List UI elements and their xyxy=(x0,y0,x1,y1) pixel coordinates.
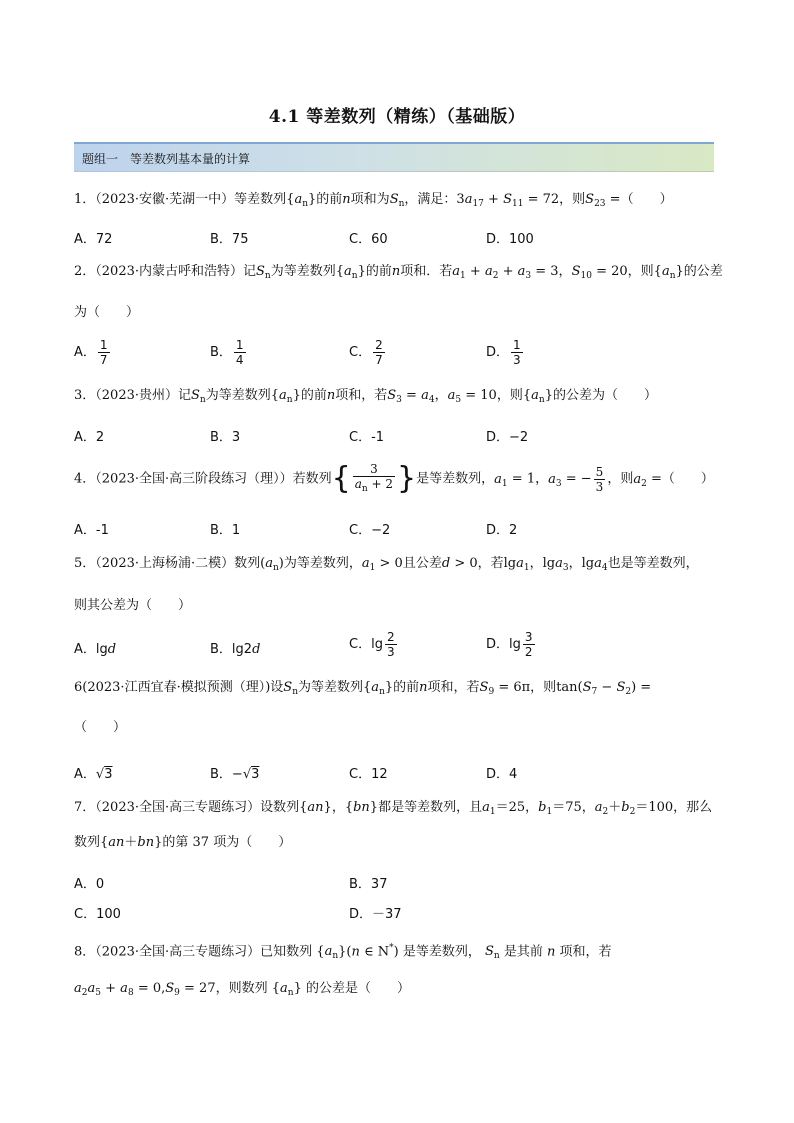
option-d: D． $\frac{1}{3}$ xyxy=(486,338,521,367)
question-2-line2: 为（ ） xyxy=(74,305,140,320)
page-title: 4.1 等差数列（精练）（基础版） xyxy=(268,107,526,127)
option-b: B． $\frac{1}{4}$ xyxy=(210,338,244,367)
option-d: D．－37 xyxy=(349,907,402,922)
question-6-line2: （ ） xyxy=(74,720,127,735)
option-c: C．lg $\frac{2}{3}$ xyxy=(349,630,395,659)
question-5-line2: 则其公差为（ ） xyxy=(74,598,192,613)
section-header xyxy=(74,142,714,172)
question-3: 3．（2023·贵州）记$S_n$为等差数列$\{a_n\}$的前n项和，若$S_3 = a_4$，$a_5 = 10$，则$\{a_n\}$的公差为（ ） xyxy=(74,388,657,405)
option-c: C．-1 xyxy=(349,430,385,445)
question-2: 2．（2023·内蒙古呼和浩特）记$S_n$为等差数列$\{a_n\}$的前n项和．若$a_1 + a_2 + a_3 = 3$，$S_{10} = 20$，则$\{a_n\}$的公差 xyxy=(74,264,723,281)
question-7: 7．（2023·全国·高三专题练习）设数列{an}，{bn}都是等差数列，且$a_1=25$，$b_1=75$，$a_2+b_2=100$，那么 xyxy=(74,800,713,817)
option-d: D．−2 xyxy=(486,430,529,445)
option-a: A．-1 xyxy=(74,523,109,538)
question-5: 5．（2023·上海杨浦·二模）数列$(a_n)$为等差数列，$a_1 > 0$且公差d > 0，若lga$_1$，lga$_3$，lga$_4$也是等差数列， xyxy=(74,556,699,573)
option-a: A．0 xyxy=(74,877,105,892)
option-a: A．lgd xyxy=(74,642,117,657)
option-a: A．72 xyxy=(74,232,113,247)
option-c: C．−2 xyxy=(349,523,391,538)
option-d: D．4 xyxy=(486,767,518,782)
option-c: C．12 xyxy=(349,767,388,782)
option-b: B．lg2d xyxy=(210,642,261,657)
question-6: 6(2023·江西宜春·模拟预测（理）)设$S_n$为等差数列$\{a_n\}$的前n项和，若$S_9 = 6\pi$，则$\tan(S_7 - S_2)$ = xyxy=(74,680,652,697)
option-b: B．3 xyxy=(210,430,241,445)
option-c: C．100 xyxy=(74,907,121,922)
option-d: D．2 xyxy=(486,523,518,538)
option-a: A．2 xyxy=(74,430,105,445)
option-b: B．−√3 xyxy=(210,767,260,782)
question-7-line2: 数列{an＋bn}的第 37 项为（ ） xyxy=(74,835,292,850)
option-a: A．√3 xyxy=(74,767,113,782)
question-4: 4．（2023·全国·高三阶段练习（理））若数列{ $\frac{3}{a_n + 2}$ }是等差数列，$a_1 = 1$，$a_3$ = − $\frac{5}{3}$ ，则$a_2$ =（ ） xyxy=(74,461,714,496)
question-1: 1．（2023·安徽·芜湖一中）等差数列$\{a_n\}$的前n项和为$S_n$，满足：$3a_{17} + S_{11} = 72$，则$S_{23}$ =（ ） xyxy=(74,192,673,209)
option-a: A． $\frac{1}{7}$ xyxy=(74,338,108,367)
question-8: 8．（2023·全国·高三专题练习）已知数列 $\{a_n\}(n$ ∈ N*) 是等差数列， $S_n$ 是其前 n 项和，若 xyxy=(74,943,612,962)
option-c: C．60 xyxy=(349,232,388,247)
option-d: D．lg $\frac{3}{2}$ xyxy=(486,630,533,659)
option-b: B．75 xyxy=(210,232,249,247)
question-8-line2: $a_2a_5 + a_8 = 0,S_9 = 27$，则数列 $\{a_n\}$ 的公差是（ ） xyxy=(74,981,410,998)
option-d: D．100 xyxy=(486,232,534,247)
option-b: B．1 xyxy=(210,523,241,538)
section-title: 题组一 等差数列基本量的计算 xyxy=(82,152,251,166)
option-b: B．37 xyxy=(349,877,388,892)
option-c: C． $\frac{2}{7}$ xyxy=(349,338,383,367)
